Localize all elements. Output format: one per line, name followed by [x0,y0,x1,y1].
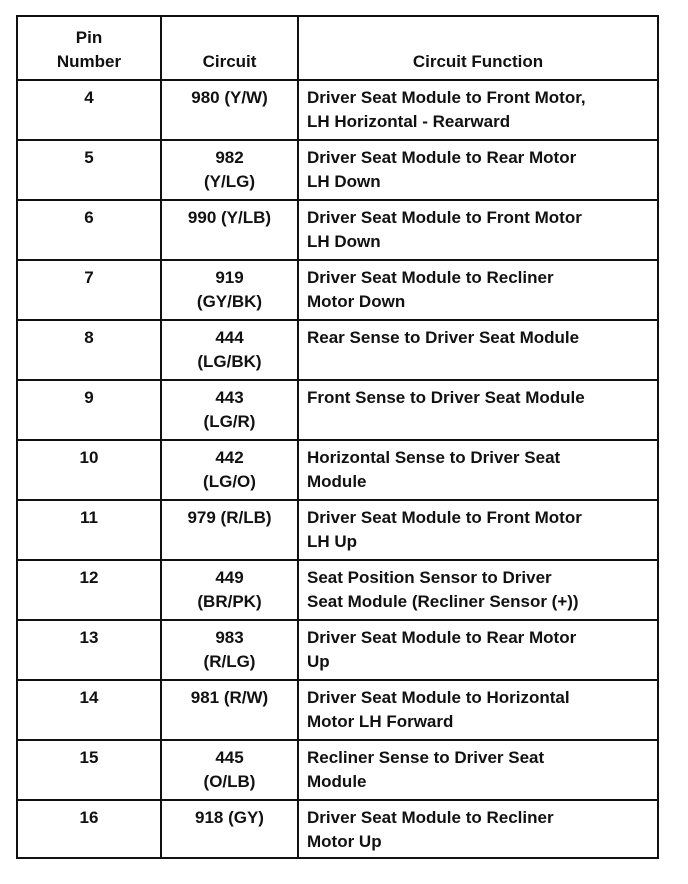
circuit-function-cell: Driver Seat Module to Horizontal Motor LH Forward [298,680,658,740]
table-row [17,320,658,380]
circuit-function-cell: Driver Seat Module to Rear Motor LH Down [298,140,658,200]
pin-number-cell: 13 [17,620,161,680]
circuit-function-cell: Driver Seat Module to Front Motor LH Up [298,500,658,560]
circuit-cell: 990 (Y/LB) [161,200,298,260]
table-row [17,680,658,740]
pin-circuit-table [16,15,659,859]
header-circuit-function: Circuit Function [298,16,658,80]
circuit-function-cell: Driver Seat Module to Recliner Motor Up [298,800,658,858]
table-row [17,380,658,440]
circuit-cell: 918 (GY) [161,800,298,858]
circuit-cell: 981 (R/W) [161,680,298,740]
circuit-cell: 979 (R/LB) [161,500,298,560]
circuit-cell: 982 (Y/LG) [161,140,298,200]
pin-number-cell: 10 [17,440,161,500]
pin-number-cell: 6 [17,200,161,260]
table-header-row [17,16,658,80]
circuit-function-cell: Horizontal Sense to Driver Seat Module [298,440,658,500]
header-pin-number [17,16,161,80]
header-pin-line1: Pin [75,28,103,47]
circuit-function-cell: Driver Seat Module to Recliner Motor Down [298,260,658,320]
circuit-function-cell: Front Sense to Driver Seat Module [298,380,658,440]
table-row [17,260,658,320]
table-row [17,200,658,260]
table-row [17,500,658,560]
circuit-cell: 983 (R/LG) [161,620,298,680]
circuit-cell: 443 (LG/R) [161,380,298,440]
circuit-cell: 442 (LG/O) [161,440,298,500]
pin-number-cell: 16 [17,800,161,858]
circuit-function-cell: Driver Seat Module to Front Motor, LH Horizontal - Rearward [298,80,658,140]
circuit-cell: 919 (GY/BK) [161,260,298,320]
table-row [17,140,658,200]
table-row [17,800,658,858]
circuit-function-cell: Recliner Sense to Driver Seat Module [298,740,658,800]
circuit-function-cell: Driver Seat Module to Front Motor LH Down [298,200,658,260]
pin-number-cell: 9 [17,380,161,440]
table-row [17,560,658,620]
circuit-cell: 445 (O/LB) [161,740,298,800]
circuit-cell: 444 (LG/BK) [161,320,298,380]
pin-number-cell: 4 [17,80,161,140]
pin-number-cell: 5 [17,140,161,200]
circuit-function-cell: Driver Seat Module to Rear Motor Up [298,620,658,680]
header-circuit: Circuit [161,16,298,80]
pin-number-cell: 15 [17,740,161,800]
pin-number-cell: 11 [17,500,161,560]
pin-number-cell: 14 [17,680,161,740]
circuit-cell: 449 (BR/PK) [161,560,298,620]
table-row [17,80,658,140]
circuit-function-cell: Rear Sense to Driver Seat Module [298,320,658,380]
circuit-cell: 980 (Y/W) [161,80,298,140]
pin-number-cell: 8 [17,320,161,380]
table-row [17,440,658,500]
table-row [17,740,658,800]
table-row [17,620,658,680]
pin-number-cell: 12 [17,560,161,620]
header-pin-line2: Number [56,52,122,71]
pin-number-cell: 7 [17,260,161,320]
circuit-function-cell: Seat Position Sensor to Driver Seat Module (Recliner Sensor (+)) [298,560,658,620]
